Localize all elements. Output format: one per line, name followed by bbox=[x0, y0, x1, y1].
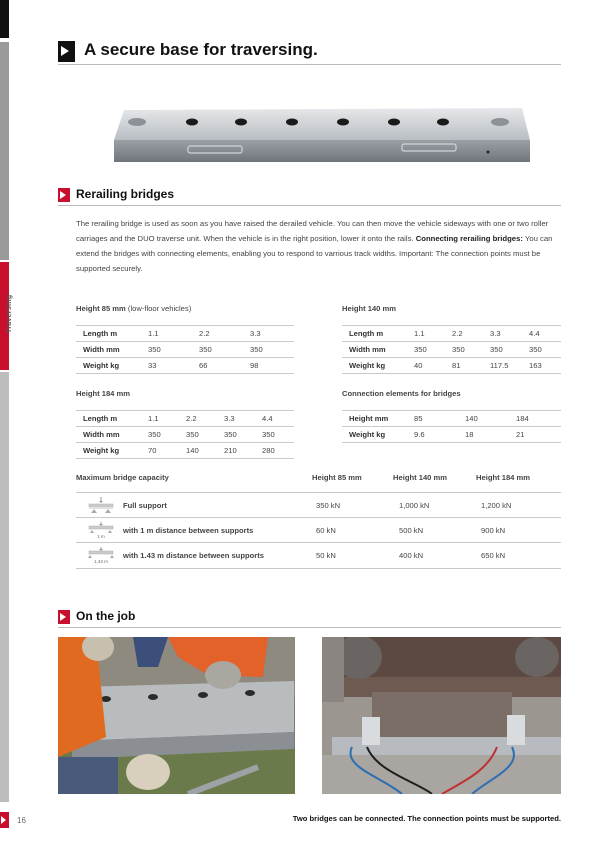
capacity-row-143m bbox=[76, 542, 561, 569]
capacity-value: 1,200 kN bbox=[481, 501, 512, 510]
side-label: Traversing bbox=[6, 294, 13, 333]
side-strip-grey-lower bbox=[0, 372, 9, 802]
table-row: Weight kg 70 140 210 280 bbox=[76, 443, 294, 459]
capacity-value: 500 kN bbox=[399, 526, 424, 535]
table-title-140: Height 140 mm bbox=[342, 304, 397, 313]
support-distance-143m-icon bbox=[86, 547, 116, 564]
table-row: Weight kg 9.6 18 21 bbox=[342, 427, 561, 443]
capacity-row-label: Full support bbox=[123, 501, 167, 510]
capacity-value: 60 kN bbox=[316, 526, 336, 535]
page-title: A secure base for traversing. bbox=[84, 40, 318, 59]
table-connection-elements bbox=[342, 410, 561, 443]
table-title-184: Height 184 mm bbox=[76, 389, 131, 398]
support-distance-1m-icon bbox=[86, 522, 116, 539]
table-height-184 bbox=[76, 410, 294, 459]
table-row: Length m 1.1 2.2 3.3 4.4 bbox=[342, 326, 561, 342]
capacity-value: 50 kN bbox=[316, 551, 336, 560]
capacity-value: 650 kN bbox=[481, 551, 506, 560]
section-title-rerailing: Rerailing bridges bbox=[76, 187, 175, 201]
capacity-header-85: Height 85 mm bbox=[312, 473, 362, 482]
table-row: Width mm 350 350 350 350 bbox=[76, 427, 294, 443]
capacity-row-1m bbox=[76, 517, 561, 543]
section-divider bbox=[58, 205, 561, 206]
page-number: 16 bbox=[17, 816, 26, 825]
chevron-right-icon bbox=[58, 188, 70, 202]
table-height-85 bbox=[76, 325, 294, 374]
capacity-title: Maximum bridge capacity bbox=[76, 473, 169, 482]
icon-distance-text: 1,43 m bbox=[94, 559, 108, 564]
table-title-connection: Connection elements for bridges bbox=[342, 389, 461, 398]
capacity-header-140: Height 140 mm bbox=[393, 473, 448, 482]
capacity-header-184: Height 184 mm bbox=[476, 473, 531, 482]
table-row: Width mm 350 350 350 bbox=[76, 342, 294, 358]
job-photo-workers bbox=[58, 637, 295, 794]
job-photo-connected-bridges bbox=[322, 637, 561, 794]
photo-caption: Two bridges can be connected. The connection points must be supported. bbox=[292, 814, 561, 823]
table-row: Length m 1.1 2.2 3.3 4.4 bbox=[76, 411, 294, 427]
capacity-value: 400 kN bbox=[399, 551, 424, 560]
capacity-row-full-support bbox=[76, 492, 561, 518]
side-strip-grey bbox=[0, 42, 9, 260]
capacity-value: 900 kN bbox=[481, 526, 506, 535]
capacity-row-label: with 1 m distance between supports bbox=[123, 526, 254, 535]
table-title-85: Height 85 mm (low-floor vehicles) bbox=[76, 304, 192, 313]
table-row: Weight kg 33 66 98 bbox=[76, 358, 294, 374]
table-row: Length m 1.1 2.2 3.3 bbox=[76, 326, 294, 342]
capacity-value: 350 kN bbox=[316, 501, 341, 510]
table-row: Weight kg 40 81 117.5 163 bbox=[342, 358, 561, 374]
icon-distance-text: 1 m bbox=[97, 534, 105, 539]
capacity-row-label: with 1.43 m distance between supports bbox=[123, 551, 264, 560]
title-divider bbox=[58, 64, 561, 65]
side-strip-top bbox=[0, 0, 9, 38]
section-body-text: The rerailing bridge is used as soon as you have raised the derailed vehicle. You can then move the vehicle sideways with one or two roller carriages and the DUO traverse unit. When the vehicle is in the right position, lower it onto the rails. Connecting rerailing bridges: You can extend the bridges with connecting elements, enabling you to respond to varrious track widths. Important: The connection points must be supported securely. bbox=[76, 219, 553, 273]
capacity-value: 1,000 kN bbox=[399, 501, 430, 510]
table-row: Height mm 85 140 184 bbox=[342, 411, 561, 427]
table-row: Width mm 350 350 350 350 bbox=[342, 342, 561, 358]
bridge-photo bbox=[110, 102, 535, 168]
section-divider bbox=[58, 627, 561, 628]
chevron-right-icon bbox=[58, 610, 70, 624]
chevron-right-icon bbox=[0, 812, 9, 828]
table-height-140 bbox=[342, 325, 561, 374]
chevron-right-icon bbox=[58, 41, 75, 62]
section-title-on-the-job: On the job bbox=[76, 609, 136, 623]
full-support-icon bbox=[86, 497, 116, 514]
